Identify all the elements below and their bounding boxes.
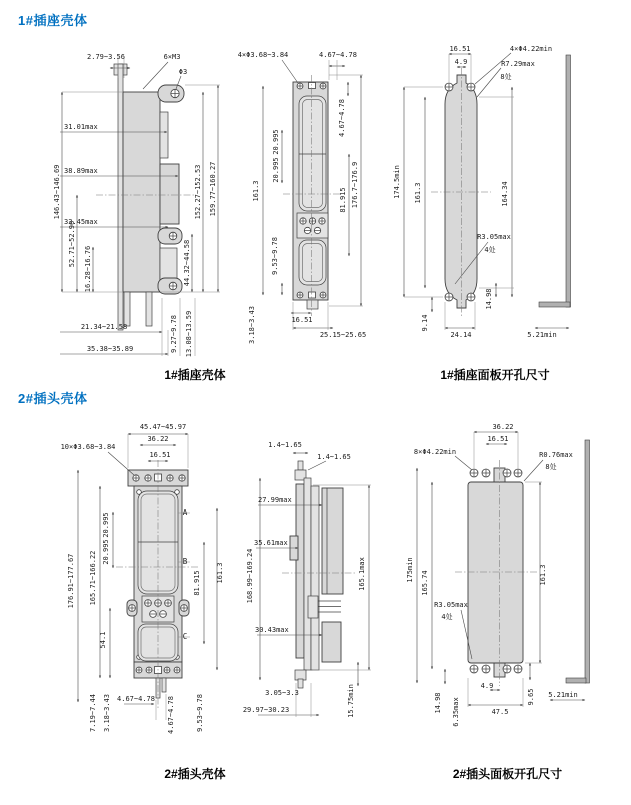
dim-hole-spec: 10×Φ3.68~3.84	[60, 443, 116, 451]
dim-w21: 21.34~21.58	[80, 323, 128, 331]
dim-h165: 165.71~166.22	[89, 550, 97, 606]
dim-thickness: 2.79~3.56	[87, 53, 125, 61]
dim-w49: 4.9	[480, 682, 494, 690]
dim-p20a: 20.995	[272, 129, 280, 155]
label-a: A	[182, 508, 188, 517]
s1-front-view-drawing	[225, 44, 380, 356]
dim-w16: 16.51	[449, 45, 471, 53]
dim-h9: 9.14	[421, 314, 429, 332]
dim-h168: 168.99~169.24	[246, 548, 254, 604]
dim-h146: 146.43~146.69	[53, 164, 61, 220]
s1-side-part-geometry	[96, 64, 194, 330]
dim-hole-dia: Φ3	[178, 68, 188, 76]
s2-panel-cutout-drawing	[403, 418, 608, 748]
dim-d33: 33.45max	[64, 218, 98, 226]
dim-d27: 27.99max	[258, 496, 292, 504]
dim-h6: 6.35max	[452, 697, 460, 727]
s1-front-part-geometry	[283, 75, 341, 316]
dim-h7: 7.19~7.44	[89, 694, 97, 732]
dim-hole-spec: 4×Φ4.22min	[509, 45, 553, 53]
dim-h9: 9.53~9.78	[271, 237, 279, 275]
dim-w49: 4.9	[454, 58, 468, 66]
s1-panel-dimension-lines	[404, 53, 569, 330]
dim-r3: R3.05max	[434, 601, 468, 609]
dim-p20b: 20.995	[102, 539, 110, 565]
dim-w29: 29.97~30.23	[242, 706, 290, 714]
dim-h81: 81.915	[193, 570, 201, 596]
dim-h159: 159.77~160.27	[209, 161, 217, 217]
dim-w24: 24.14	[450, 331, 472, 339]
dim-h3: 3.18~3.43	[248, 306, 256, 344]
dim-w4: 4.67~4.78	[117, 695, 155, 703]
dim-r3-places: 4处	[484, 246, 496, 254]
dim-d30: 30.43max	[255, 626, 289, 634]
dim-right-h: 4.67~4.78	[338, 99, 346, 137]
dim-w36: 36.22	[492, 423, 514, 431]
dim-w45: 45.47~45.97	[139, 423, 187, 431]
dim-h52: 52.71~52.96	[68, 220, 76, 268]
dim-d38: 38.89max	[64, 167, 98, 175]
section1-title: 1#插座壳体	[18, 13, 88, 28]
dim-w35: 35.38~35.89	[86, 345, 134, 353]
panel-edge-view	[585, 440, 590, 683]
dim-hole-spec: 8×Φ4.22min	[413, 448, 457, 456]
dim-w47: 47.5	[491, 708, 509, 716]
dim-r0: R0.76max	[539, 451, 573, 459]
dim-h165: 165.1max	[358, 557, 366, 591]
dim-p20b: 20.995	[272, 157, 280, 183]
s2-right-caption: 2#插头面板开孔尺寸	[452, 767, 563, 781]
s1-side-view-drawing	[40, 48, 240, 363]
dim-r3-places: 4处	[441, 613, 453, 621]
dim-h96: 9.65	[527, 688, 535, 706]
panel-edge-view	[566, 55, 571, 307]
s1-panel-cutout-drawing	[393, 40, 583, 362]
dim-h14: 14.98	[485, 288, 493, 310]
s2-left-caption: 2#插头壳体	[164, 767, 226, 781]
dim-r0-places: 8处	[545, 463, 557, 471]
dim-w16: 16.51	[291, 316, 313, 324]
dim-h176: 176.7~176.9	[351, 161, 359, 209]
dim-h176: 176.91~177.67	[67, 553, 75, 609]
s2-panel-part-geometry	[455, 440, 590, 686]
dim-h161: 161.3	[414, 182, 422, 204]
dim-t5: 5.21min	[548, 691, 578, 699]
dim-h14: 14.98	[434, 692, 442, 714]
dim-d35: 35.61max	[254, 539, 288, 547]
dim-h164: 164.34	[501, 181, 509, 207]
dim-r7-places: 8处	[500, 73, 512, 81]
dim-w9: 9.27~9.78	[170, 315, 178, 353]
s1-right-caption: 1#插座面板开孔尺寸	[440, 368, 550, 382]
dim-r3: R3.05max	[477, 233, 511, 241]
dim-d31: 31.01max	[64, 123, 98, 131]
dim-w25: 25.15~25.65	[319, 331, 367, 339]
dim-h161: 161.3	[539, 564, 547, 586]
dim-top-w: 4.67~4.78	[319, 51, 357, 59]
dim-h165: 165.74	[421, 570, 429, 596]
dim-h44: 44.32~44.58	[183, 239, 191, 287]
s2-side-part-geometry	[282, 461, 356, 688]
s2-front-view-drawing	[58, 412, 238, 752]
dim-p20a: 20.995	[102, 512, 110, 538]
dim-w16: 16.51	[149, 451, 171, 459]
dim-h152: 152.27~152.53	[194, 164, 202, 220]
label-b: B	[182, 557, 188, 566]
dim-w13: 13.08~13.59	[185, 310, 193, 358]
dim-h161: 161.3	[216, 562, 224, 584]
dim-h15: 15.75min	[347, 684, 355, 718]
s1-left-caption: 1#插座壳体	[164, 368, 226, 382]
dim-h3: 3.18~3.43	[103, 694, 111, 732]
dim-hole-spec: 4×Φ3.68~3.84	[237, 51, 289, 59]
dim-h174: 174.5min	[393, 165, 401, 199]
dim-t1b: 1.4~1.65	[317, 453, 351, 461]
section2-title: 2#插头壳体	[18, 391, 88, 406]
dim-h175: 175min	[406, 557, 414, 583]
dim-h161: 161.3	[252, 180, 260, 202]
dim-h54: 54.1	[99, 631, 107, 649]
dim-r7: R7.29max	[501, 60, 535, 68]
label-c: C	[182, 632, 188, 641]
dim-h16: 16.28~16.76	[84, 245, 92, 293]
dim-t5: 5.21min	[527, 331, 557, 339]
dim-v4: 4.67~4.78	[167, 696, 175, 734]
dim-w36: 36.22	[147, 435, 169, 443]
dim-v9: 9.53~9.78	[196, 694, 204, 732]
dim-screw-spec: 6×M3	[163, 53, 181, 61]
dim-w16: 16.51	[487, 435, 509, 443]
s2-side-view-drawing	[238, 428, 398, 733]
dim-t1a: 1.4~1.65	[268, 441, 302, 449]
dim-h81: 81.915	[339, 187, 347, 213]
dim-t3: 3.05~3.3	[265, 689, 299, 697]
s2-front-part-geometry	[116, 460, 200, 708]
